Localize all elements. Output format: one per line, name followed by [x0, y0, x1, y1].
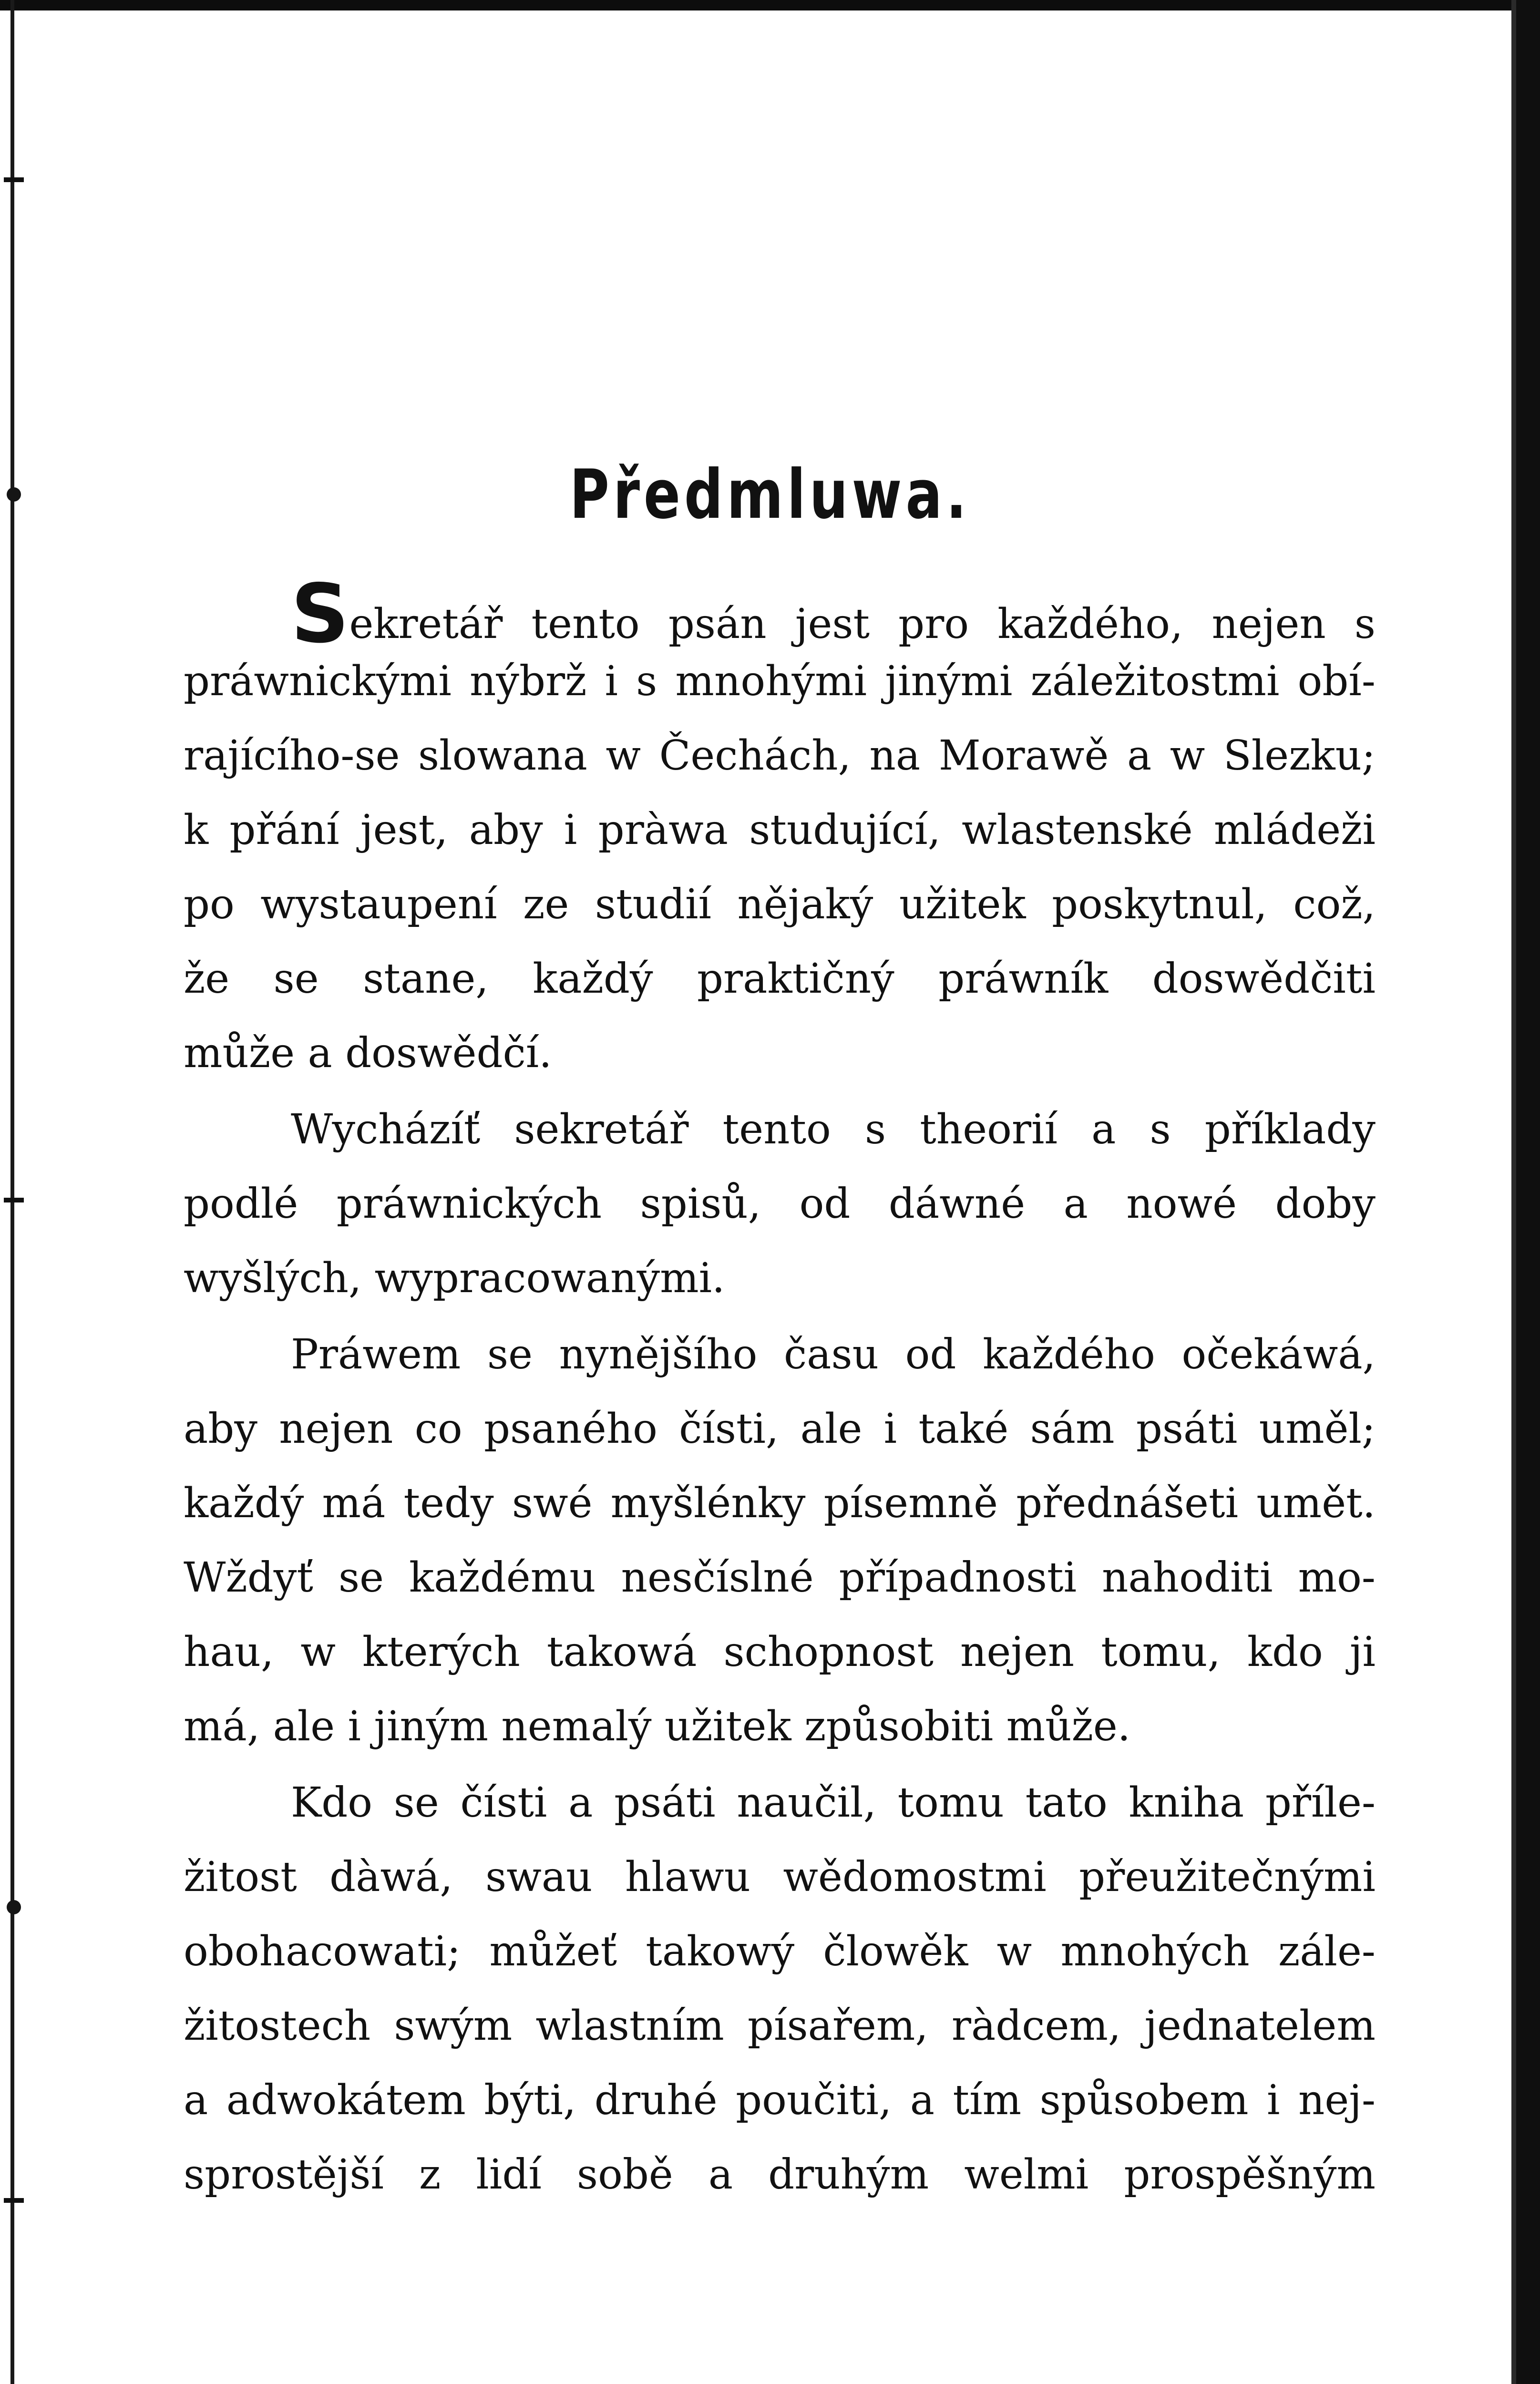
text-line: rajícího-se slowana w Čechách, na Morawě a w Slezku; — [184, 732, 1376, 780]
paragraph-3 — [184, 1317, 1376, 1764]
body-text — [184, 567, 1376, 2214]
text-line: aby nejen co psaného čísti, ale i také sám psáti uměl; — [184, 1405, 1376, 1453]
scan-right-edge — [1516, 0, 1540, 2384]
text-line: Sekretář tento psán jest pro každého, nejen s — [291, 567, 1376, 661]
paragraph-2 — [184, 1092, 1376, 1315]
binding-knob — [7, 1900, 21, 1914]
text-line: má, ale i jiným nemalý užitek způsobiti může. — [184, 1703, 1131, 1750]
text-line: hau, w kterých takowá schopnost nejen tomu, kdo ji — [184, 1628, 1376, 1676]
binding-mark — [4, 177, 24, 182]
paragraph-1 — [184, 567, 1376, 1090]
text-line: Wždyť se každému nesčíslné případnosti nahoditi mo- — [184, 1554, 1376, 1602]
text-line: sprostější z lidí sobě a druhým welmi prospěšným — [184, 2151, 1376, 2199]
text-line: wyšlých, wypracowanými. — [184, 1254, 725, 1302]
text-line: že se stane, každý praktičný práwník doswědčiti — [184, 955, 1376, 1003]
text-line: žitost dàwá, swau hlawu wědomostmi přeužitečnými — [184, 1853, 1376, 1901]
scan-top-edge — [0, 0, 1540, 10]
text-line: Wycházíť sekretář tento s theorií a s příklady — [291, 1106, 1376, 1153]
text-line: práwnickými nýbrž i s mnohými jinými záležitostmi obí- — [184, 658, 1376, 705]
scan-right-shadow — [1511, 0, 1516, 2384]
text-line: žitostech swým wlastním písařem, ràdcem, jednatelem — [184, 2002, 1376, 2050]
text-line: k přání jest, aby i pràwa studující, wlastenské mládeži — [184, 806, 1376, 854]
text-line: podlé práwnických spisů, od dáwné a nowé doby — [184, 1180, 1376, 1228]
page-title: Předmluwa. — [569, 455, 971, 534]
text-line: může a doswědčí. — [184, 1029, 552, 1077]
text-line: po wystaupení ze studií nějaký užitek poskytnul, což, — [184, 881, 1376, 928]
binding-mark — [4, 1198, 24, 1202]
text-line: Kdo se čísti a psáti naučil, tomu tato kniha příle- — [291, 1779, 1376, 1827]
text-line: každý má tedy swé myšlénky písemně přednášeti umět. — [184, 1480, 1376, 1527]
text-line: obohacowati; můžeť takowý člowěk w mnohých zále- — [184, 1928, 1376, 1975]
drop-cap: S — [291, 567, 349, 661]
binding-gutter-line — [10, 0, 14, 2384]
text-line: Práwem se nynějšího času od každého očekáwá, — [291, 1331, 1376, 1378]
binding-knob — [7, 487, 21, 502]
paragraph-4 — [184, 1766, 1376, 2212]
binding-mark — [4, 2198, 24, 2203]
text-line: a adwokátem býti, druhé poučiti, a tím spůsobem i nej- — [184, 2076, 1376, 2124]
